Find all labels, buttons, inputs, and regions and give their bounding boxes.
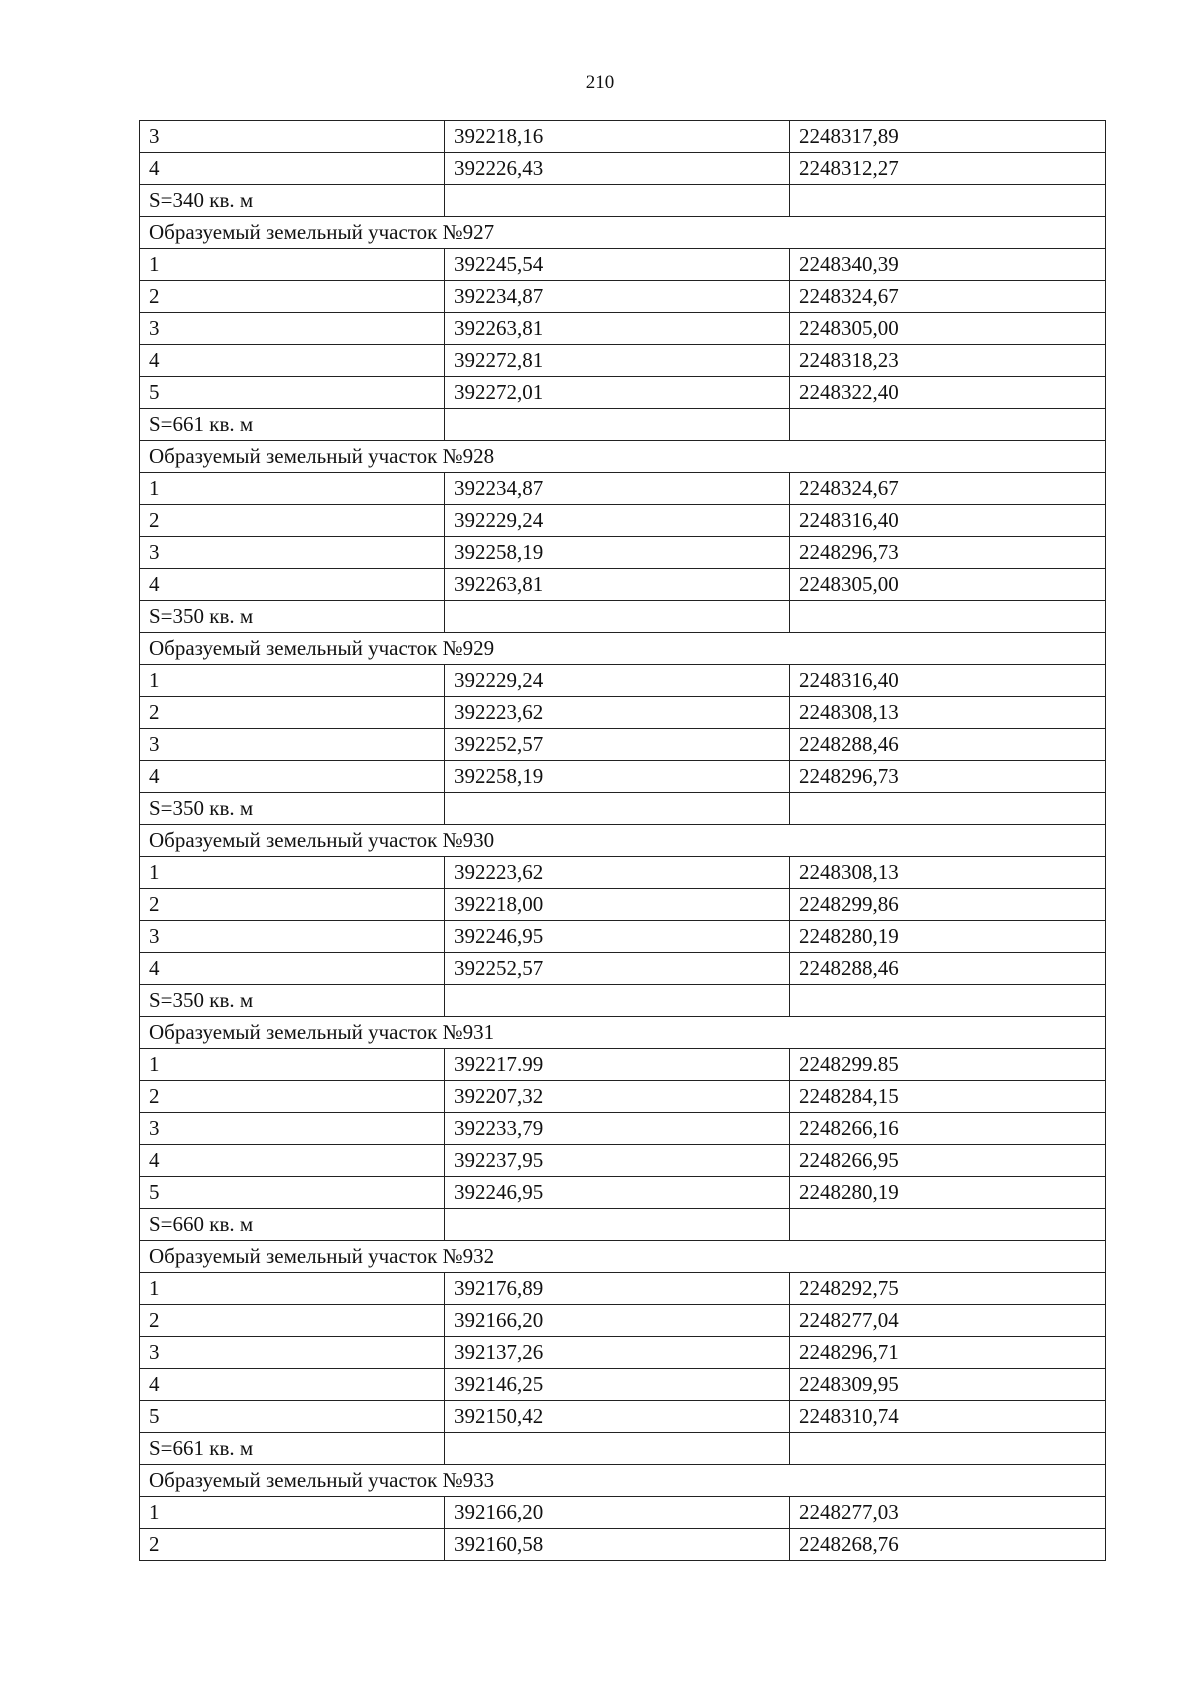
x-coordinate-cell: 392233,79 xyxy=(445,1113,790,1145)
point-number-cell: 2 xyxy=(140,889,445,921)
area-row xyxy=(140,185,1106,217)
y-coordinate-cell: 2248318,23 xyxy=(790,345,1106,377)
y-coordinate-cell: 2248324,67 xyxy=(790,281,1106,313)
x-coordinate-cell: 392252,57 xyxy=(445,729,790,761)
empty-cell xyxy=(790,985,1106,1017)
point-row xyxy=(140,761,1106,793)
y-coordinate-cell: 2248277,03 xyxy=(790,1497,1106,1529)
y-coordinate-cell: 2248277,04 xyxy=(790,1305,1106,1337)
point-row xyxy=(140,857,1106,889)
point-number-cell: 1 xyxy=(140,473,445,505)
empty-cell xyxy=(445,985,790,1017)
point-number-cell: 4 xyxy=(140,153,445,185)
point-number-cell: 1 xyxy=(140,665,445,697)
area-row xyxy=(140,409,1106,441)
point-number-cell: 4 xyxy=(140,569,445,601)
point-row xyxy=(140,537,1106,569)
y-coordinate-cell: 2248299,86 xyxy=(790,889,1106,921)
y-coordinate-cell: 2248308,13 xyxy=(790,857,1106,889)
point-row xyxy=(140,1401,1106,1433)
y-coordinate-cell: 2248284,15 xyxy=(790,1081,1106,1113)
y-coordinate-cell: 2248296,73 xyxy=(790,761,1106,793)
empty-cell xyxy=(445,793,790,825)
point-row xyxy=(140,313,1106,345)
empty-cell xyxy=(790,409,1106,441)
x-coordinate-cell: 392272,01 xyxy=(445,377,790,409)
y-coordinate-cell: 2248296,71 xyxy=(790,1337,1106,1369)
x-coordinate-cell: 392252,57 xyxy=(445,953,790,985)
y-coordinate-cell: 2248340,39 xyxy=(790,249,1106,281)
point-number-cell: 4 xyxy=(140,761,445,793)
point-row xyxy=(140,1081,1106,1113)
plot-header-cell: Образуемый земельный участок №930 xyxy=(140,825,1106,857)
point-number-cell: 4 xyxy=(140,1145,445,1177)
plot-header-cell: Образуемый земельный участок №933 xyxy=(140,1465,1106,1497)
point-number-cell: 5 xyxy=(140,377,445,409)
point-row xyxy=(140,729,1106,761)
plot-header-row xyxy=(140,217,1106,249)
point-row xyxy=(140,1369,1106,1401)
point-row xyxy=(140,1113,1106,1145)
point-number-cell: 5 xyxy=(140,1177,445,1209)
x-coordinate-cell: 392229,24 xyxy=(445,505,790,537)
y-coordinate-cell: 2248308,13 xyxy=(790,697,1106,729)
point-row xyxy=(140,153,1106,185)
point-row xyxy=(140,1049,1106,1081)
point-number-cell: 3 xyxy=(140,1113,445,1145)
area-row xyxy=(140,1209,1106,1241)
x-coordinate-cell: 392237,95 xyxy=(445,1145,790,1177)
point-row xyxy=(140,1497,1106,1529)
point-number-cell: 1 xyxy=(140,249,445,281)
empty-cell xyxy=(445,1433,790,1465)
point-number-cell: 2 xyxy=(140,281,445,313)
area-cell: S=340 кв. м xyxy=(140,185,445,217)
point-row xyxy=(140,1177,1106,1209)
plot-header-row xyxy=(140,633,1106,665)
area-cell: S=350 кв. м xyxy=(140,793,445,825)
y-coordinate-cell: 2248296,73 xyxy=(790,537,1106,569)
point-row xyxy=(140,1337,1106,1369)
point-number-cell: 3 xyxy=(140,921,445,953)
y-coordinate-cell: 2248305,00 xyxy=(790,569,1106,601)
y-coordinate-cell: 2248316,40 xyxy=(790,665,1106,697)
point-row xyxy=(140,1273,1106,1305)
plot-header-row xyxy=(140,1465,1106,1497)
x-coordinate-cell: 392217.99 xyxy=(445,1049,790,1081)
point-number-cell: 4 xyxy=(140,953,445,985)
y-coordinate-cell: 2248266,16 xyxy=(790,1113,1106,1145)
empty-cell xyxy=(790,601,1106,633)
point-row xyxy=(140,921,1106,953)
point-number-cell: 2 xyxy=(140,1081,445,1113)
x-coordinate-cell: 392272,81 xyxy=(445,345,790,377)
x-coordinate-cell: 392137,26 xyxy=(445,1337,790,1369)
plot-header-row xyxy=(140,441,1106,473)
x-coordinate-cell: 392207,32 xyxy=(445,1081,790,1113)
point-row xyxy=(140,569,1106,601)
y-coordinate-cell: 2248280,19 xyxy=(790,921,1106,953)
empty-cell xyxy=(445,1209,790,1241)
x-coordinate-cell: 392246,95 xyxy=(445,1177,790,1209)
y-coordinate-cell: 2248317,89 xyxy=(790,121,1106,153)
point-number-cell: 5 xyxy=(140,1401,445,1433)
plot-header-cell: Образуемый земельный участок №932 xyxy=(140,1241,1106,1273)
y-coordinate-cell: 2248310,74 xyxy=(790,1401,1106,1433)
y-coordinate-cell: 2248268,76 xyxy=(790,1529,1106,1561)
area-cell: S=660 кв. м xyxy=(140,1209,445,1241)
point-row xyxy=(140,121,1106,153)
empty-cell xyxy=(790,793,1106,825)
point-row xyxy=(140,1305,1106,1337)
point-row xyxy=(140,249,1106,281)
plot-header-row xyxy=(140,1017,1106,1049)
area-row xyxy=(140,601,1106,633)
point-row xyxy=(140,505,1106,537)
x-coordinate-cell: 392234,87 xyxy=(445,281,790,313)
point-number-cell: 4 xyxy=(140,345,445,377)
plot-header-cell: Образуемый земельный участок №929 xyxy=(140,633,1106,665)
area-cell: S=661 кв. м xyxy=(140,1433,445,1465)
empty-cell xyxy=(790,1433,1106,1465)
plot-header-cell: Образуемый земельный участок №928 xyxy=(140,441,1106,473)
area-row xyxy=(140,793,1106,825)
area-cell: S=350 кв. м xyxy=(140,985,445,1017)
x-coordinate-cell: 392246,95 xyxy=(445,921,790,953)
y-coordinate-cell: 2248299.85 xyxy=(790,1049,1106,1081)
x-coordinate-cell: 392166,20 xyxy=(445,1497,790,1529)
x-coordinate-cell: 392176,89 xyxy=(445,1273,790,1305)
point-number-cell: 3 xyxy=(140,313,445,345)
point-number-cell: 2 xyxy=(140,1305,445,1337)
point-number-cell: 4 xyxy=(140,1369,445,1401)
y-coordinate-cell: 2248312,27 xyxy=(790,153,1106,185)
y-coordinate-cell: 2248316,40 xyxy=(790,505,1106,537)
point-row xyxy=(140,889,1106,921)
point-number-cell: 3 xyxy=(140,121,445,153)
x-coordinate-cell: 392223,62 xyxy=(445,857,790,889)
point-row xyxy=(140,1145,1106,1177)
x-coordinate-cell: 392258,19 xyxy=(445,761,790,793)
empty-cell xyxy=(790,1209,1106,1241)
x-coordinate-cell: 392160,58 xyxy=(445,1529,790,1561)
x-coordinate-cell: 392263,81 xyxy=(445,313,790,345)
point-number-cell: 3 xyxy=(140,729,445,761)
y-coordinate-cell: 2248324,67 xyxy=(790,473,1106,505)
y-coordinate-cell: 2248322,40 xyxy=(790,377,1106,409)
area-row xyxy=(140,985,1106,1017)
x-coordinate-cell: 392229,24 xyxy=(445,665,790,697)
point-row xyxy=(140,1529,1106,1561)
point-row xyxy=(140,377,1106,409)
coordinates-table xyxy=(139,120,1106,1561)
y-coordinate-cell: 2248280,19 xyxy=(790,1177,1106,1209)
x-coordinate-cell: 392263,81 xyxy=(445,569,790,601)
point-row xyxy=(140,665,1106,697)
area-row xyxy=(140,1433,1106,1465)
point-number-cell: 1 xyxy=(140,857,445,889)
point-number-cell: 1 xyxy=(140,1273,445,1305)
x-coordinate-cell: 392234,87 xyxy=(445,473,790,505)
x-coordinate-cell: 392150,42 xyxy=(445,1401,790,1433)
x-coordinate-cell: 392223,62 xyxy=(445,697,790,729)
point-row xyxy=(140,697,1106,729)
x-coordinate-cell: 392166,20 xyxy=(445,1305,790,1337)
point-number-cell: 1 xyxy=(140,1049,445,1081)
point-number-cell: 2 xyxy=(140,505,445,537)
plot-header-cell: Образуемый земельный участок №931 xyxy=(140,1017,1106,1049)
area-cell: S=661 кв. м xyxy=(140,409,445,441)
y-coordinate-cell: 2248288,46 xyxy=(790,729,1106,761)
y-coordinate-cell: 2248305,00 xyxy=(790,313,1106,345)
page-number: 210 xyxy=(585,72,615,93)
coordinates-table-body xyxy=(140,121,1106,1561)
point-row xyxy=(140,345,1106,377)
y-coordinate-cell: 2248292,75 xyxy=(790,1273,1106,1305)
x-coordinate-cell: 392146,25 xyxy=(445,1369,790,1401)
x-coordinate-cell: 392218,00 xyxy=(445,889,790,921)
empty-cell xyxy=(445,185,790,217)
point-number-cell: 3 xyxy=(140,1337,445,1369)
point-number-cell: 2 xyxy=(140,1529,445,1561)
y-coordinate-cell: 2248309,95 xyxy=(790,1369,1106,1401)
empty-cell xyxy=(790,185,1106,217)
plot-header-row xyxy=(140,825,1106,857)
y-coordinate-cell: 2248288,46 xyxy=(790,953,1106,985)
point-row xyxy=(140,953,1106,985)
empty-cell xyxy=(445,409,790,441)
point-number-cell: 2 xyxy=(140,697,445,729)
plot-header-cell: Образуемый земельный участок №927 xyxy=(140,217,1106,249)
x-coordinate-cell: 392218,16 xyxy=(445,121,790,153)
point-row xyxy=(140,281,1106,313)
x-coordinate-cell: 392226,43 xyxy=(445,153,790,185)
x-coordinate-cell: 392258,19 xyxy=(445,537,790,569)
area-cell: S=350 кв. м xyxy=(140,601,445,633)
empty-cell xyxy=(445,601,790,633)
point-number-cell: 1 xyxy=(140,1497,445,1529)
point-number-cell: 3 xyxy=(140,537,445,569)
plot-header-row xyxy=(140,1241,1106,1273)
x-coordinate-cell: 392245,54 xyxy=(445,249,790,281)
y-coordinate-cell: 2248266,95 xyxy=(790,1145,1106,1177)
point-row xyxy=(140,473,1106,505)
